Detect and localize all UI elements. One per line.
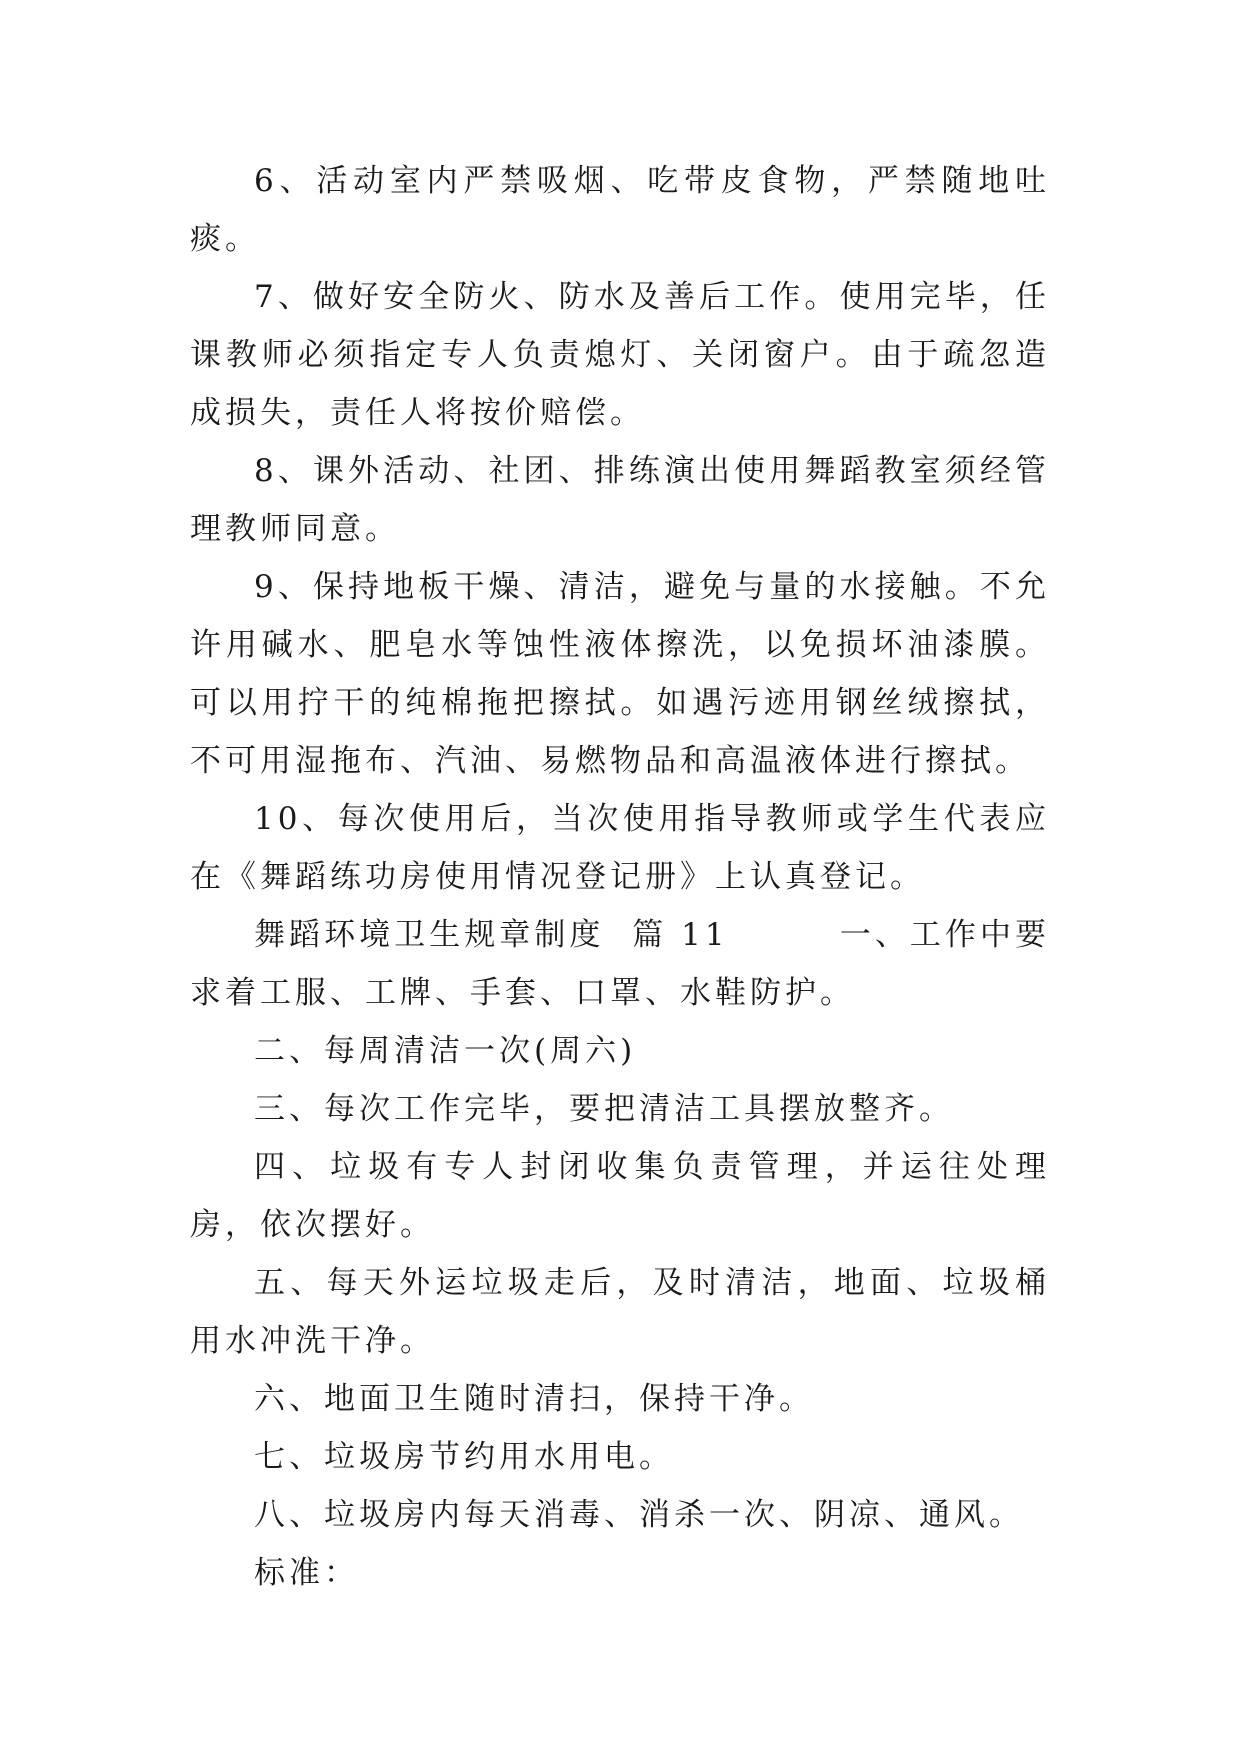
paragraph-rule-9: 9、保持地板干燥、清洁，避免与量的水接触。不允许用碱水、肥皂水等蚀性液体擦洗，以免损坏油漆膜。可以用拧干的纯棉拖把擦拭。如遇污迹用钢丝绒擦拭，不可用湿拖布、汽油、易燃物品和高温液体进行擦拭。 (190, 569, 1050, 779)
paragraph-rule-8: 8、课外活动、社团、排练演出使用舞蹈教室须经管理教师同意。 (190, 453, 1050, 547)
document-body (190, 152, 1050, 1602)
paragraph-rule-10: 10、每次使用后，当次使用指导教师或学生代表应在《舞蹈练功房使用情况登记册》上认真登记。 (190, 801, 1050, 895)
paragraph-item-6: 六、地面卫生随时清扫，保持干净。 (254, 1381, 814, 1417)
paragraph-item-2: 二、每周清洁一次(周六) (254, 1033, 637, 1069)
paragraph-section-11-heading: 舞蹈环境卫生规章制度 篇 11 一、工作中要求着工服、工牌、手套、口罩、水鞋防护。 (190, 917, 1050, 1011)
paragraph-item-3: 三、每次工作完毕，要把清洁工具摆放整齐。 (254, 1091, 954, 1127)
paragraph-standard-label: 标准： (254, 1555, 359, 1591)
paragraph-item-8: 八、垃圾房内每天消毒、消杀一次、阴凉、通风。 (254, 1497, 1024, 1533)
paragraph-item-7: 七、垃圾房节约用水用电。 (254, 1439, 674, 1475)
paragraph-item-5: 五、每天外运垃圾走后，及时清洁，地面、垃圾桶用水冲洗干净。 (190, 1265, 1050, 1359)
paragraph-rule-7: 7、做好安全防火、防水及善后工作。使用完毕，任课教师必须指定专人负责熄灯、关闭窗户。由于疏忽造成损失，责任人将按价赔偿。 (190, 279, 1050, 431)
paragraph-rule-6: 6、活动室内严禁吸烟、吃带皮食物，严禁随地吐痰。 (190, 163, 1050, 257)
paragraph-item-4: 四、垃圾有专人封闭收集负责管理，并运往处理房，依次摆好。 (190, 1149, 1050, 1243)
